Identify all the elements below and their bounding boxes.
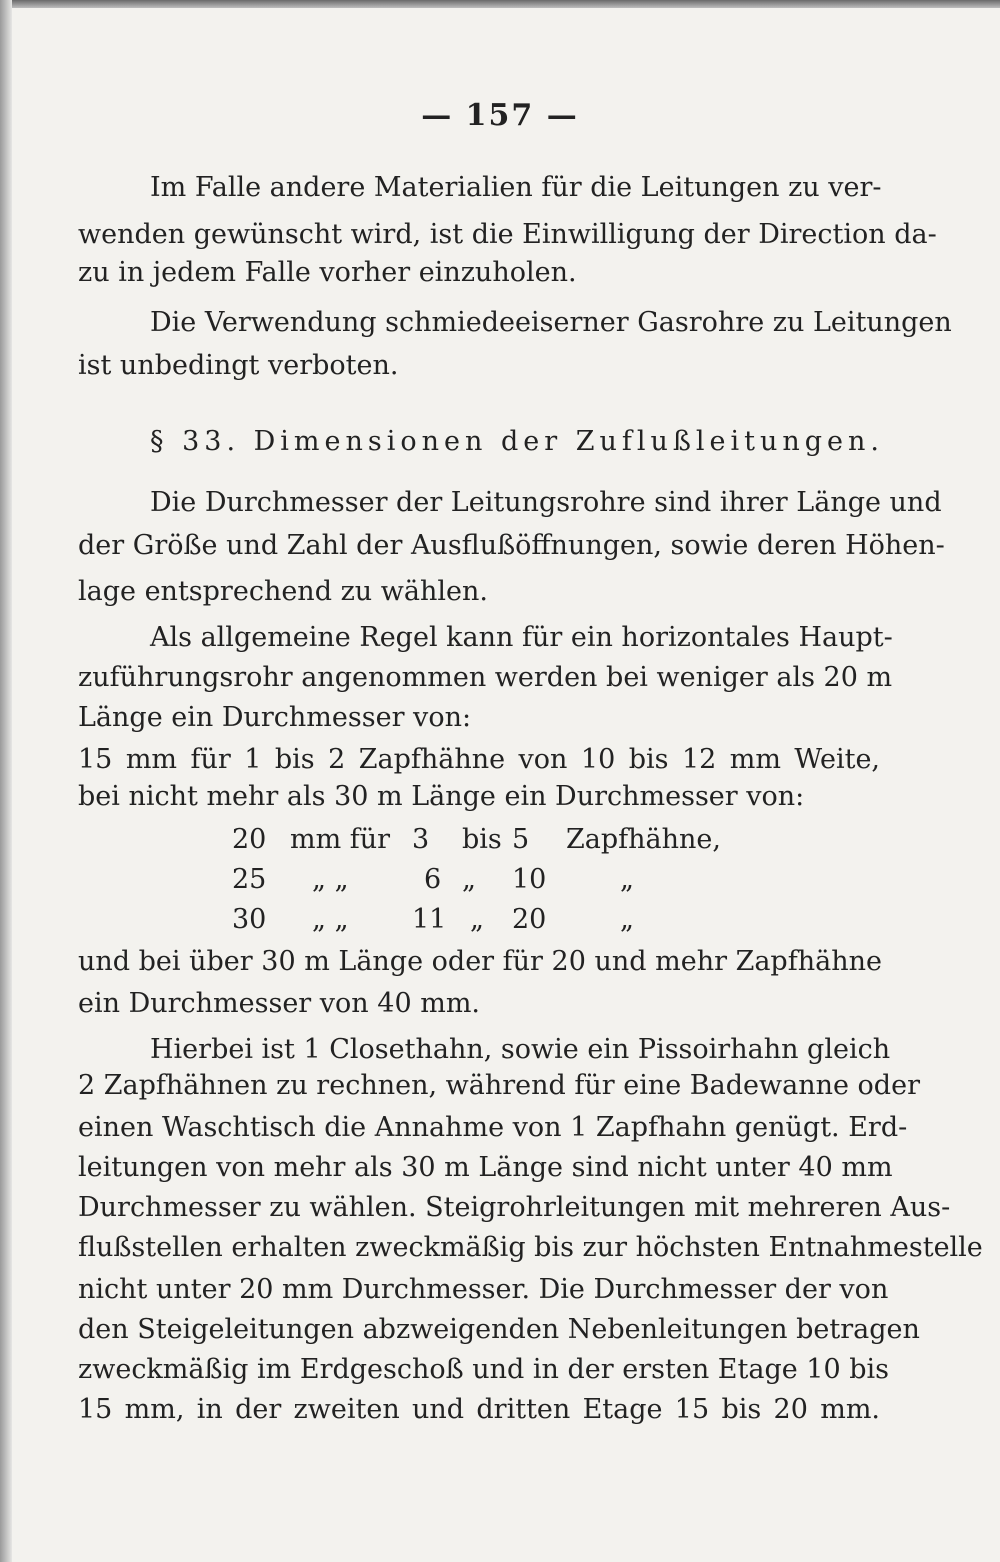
text-line: leitungen von mehr als 30 m Länge sind nicht unter 40 mm <box>78 1152 893 1183</box>
table-cell: 3 <box>412 824 430 855</box>
table-cell: 20 <box>512 904 547 935</box>
table-cell: „ <box>462 864 476 895</box>
text-line: und bei über 30 m Länge oder für 20 und mehr Zapfhähne <box>78 946 882 977</box>
table-cell: „ <box>470 904 484 935</box>
table-cell: Zapfhähne, <box>566 824 721 855</box>
text-line: zu in jedem Falle vorher einzuholen. <box>78 257 577 288</box>
text-line: ist unbedingt verboten. <box>78 350 399 381</box>
text-line: einen Waschtisch die Annahme von 1 Zapfhahn genügt. Erd- <box>78 1112 908 1143</box>
text-line: 15 mm für 1 bis 2 Zapfhähne von 10 bis 12 mm Weite, <box>78 744 880 775</box>
table-cell: 20 <box>232 824 267 855</box>
table-cell: 30 <box>232 904 267 935</box>
table-cell: „ „ <box>312 864 349 895</box>
text-line: den Steigeleitungen abzweigenden Nebenleitungen betragen <box>78 1314 920 1345</box>
page-number: — 157 — <box>421 98 579 133</box>
table-cell: „ „ <box>312 904 349 935</box>
table-cell: mm für <box>290 824 391 855</box>
text-line: Die Verwendung schmiedeeiserner Gasrohre zu Leitungen <box>150 307 952 338</box>
text-line: Die Durchmesser der Leitungsrohre sind ihrer Länge und <box>150 487 942 518</box>
table-cell: „ <box>620 904 634 935</box>
text-line: der Größe und Zahl der Ausflußöffnungen, sowie deren Höhen- <box>78 530 945 561</box>
table-cell: 25 <box>232 864 267 895</box>
table-cell: „ <box>620 864 634 895</box>
table-cell: 10 <box>512 864 547 895</box>
table-cell: 6 <box>424 864 442 895</box>
scan-spine-shadow <box>0 0 12 1562</box>
text-line: Durchmesser zu wählen. Steigrohrleitungen mit mehreren Aus- <box>78 1192 951 1223</box>
text-line: Hierbei ist 1 Closethahn, sowie ein Pissoirhahn gleich <box>150 1034 891 1065</box>
text-line: bei nicht mehr als 30 m Länge ein Durchmesser von: <box>78 781 805 812</box>
text-line: wenden gewünscht wird, ist die Einwilligung der Direction da- <box>78 219 937 250</box>
text-line: ein Durchmesser von 40 mm. <box>78 988 481 1019</box>
table-cell: 5 <box>512 824 530 855</box>
section-heading: § 33. Dimensionen der Zuflußleitungen. <box>150 426 885 457</box>
text-line: Als allgemeine Regel kann für ein horizontales Haupt- <box>150 622 893 653</box>
text-line: Im Falle andere Materialien für die Leitungen zu ver- <box>150 172 882 203</box>
text-line: Länge ein Durchmesser von: <box>78 702 472 733</box>
text-line: zweckmäßig im Erdgeschoß und in der ersten Etage 10 bis <box>78 1354 890 1385</box>
text-line: 2 Zapfhähnen zu rechnen, während für eine Badewanne oder <box>78 1070 920 1101</box>
text-line: lage entsprechend zu wählen. <box>78 576 488 607</box>
text-line: zuführungsrohr angenommen werden bei weniger als 20 m <box>78 662 893 693</box>
text-line: nicht unter 20 mm Durchmesser. Die Durchmesser der von <box>78 1274 889 1305</box>
table-cell: 11 <box>412 904 447 935</box>
text-line: flußstellen erhalten zweckmäßig bis zur höchsten Entnahmestelle <box>78 1232 983 1263</box>
table-cell: bis <box>462 824 502 855</box>
text-line: 15 mm, in der zweiten und dritten Etage 15 bis 20 mm. <box>78 1394 880 1425</box>
scan-top-edge <box>0 0 1000 8</box>
